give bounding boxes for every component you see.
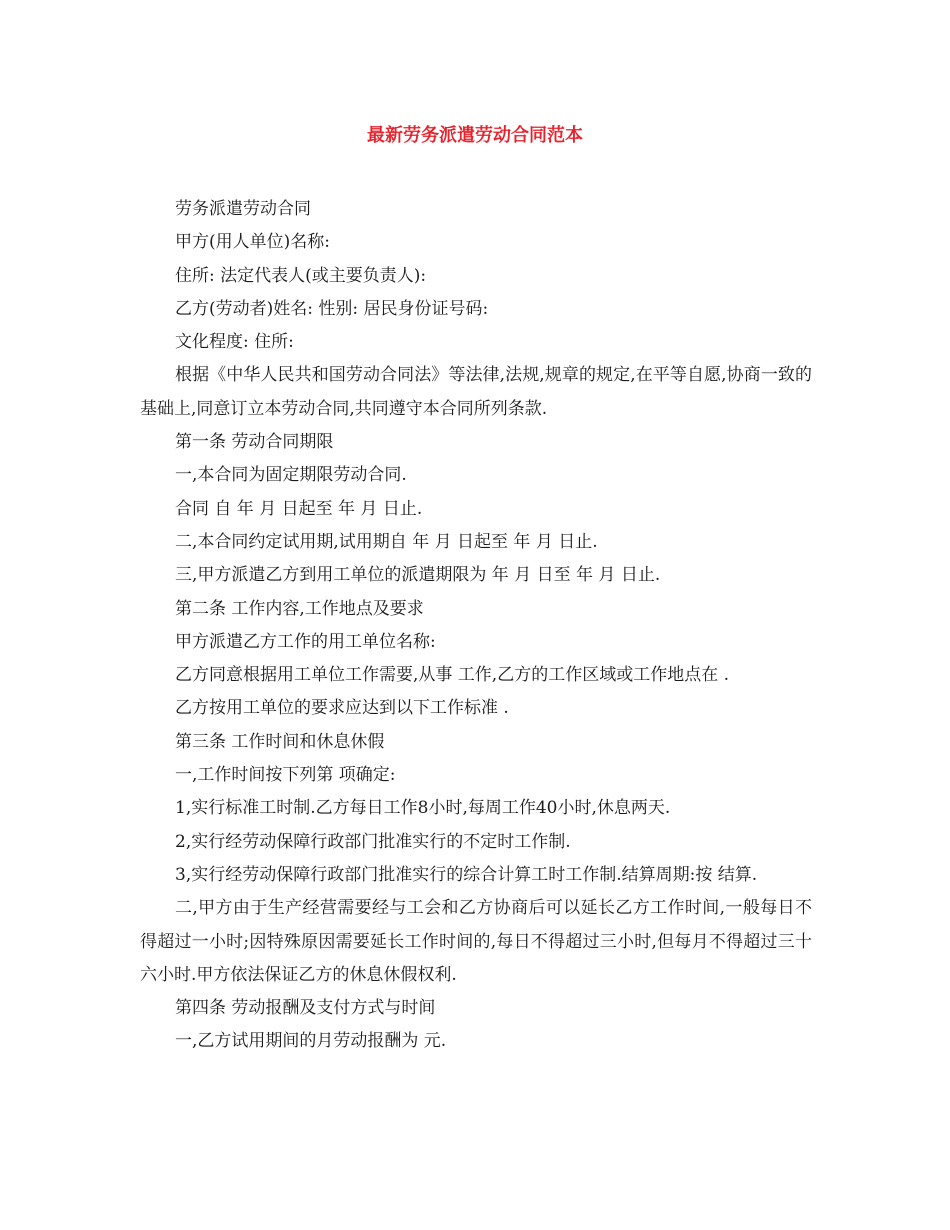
paragraph: 住所: 法定代表人(或主要负责人): (175, 265, 427, 286)
paragraph: 乙方按用工单位的要求应达到以下工作标准 . (175, 698, 509, 719)
section-heading: 第三条 工作时间和休息休假 (175, 731, 385, 752)
paragraph: 三,甲方派遣乙方到用工单位的派遣期限为 年 月 日至 年 月 日止. (175, 565, 661, 586)
paragraph: 一,工作时间按下列第 项确定: (175, 765, 396, 786)
section-heading: 第四条 劳动报酬及支付方式与时间 (175, 998, 436, 1019)
paragraph: 二,甲方由于生产经营需要经与工会和乙方协商后可以延长乙方工作时间,一般每日不得超过一小时;因特殊原因需要延长工作时间的,每日不得超过三小时,但每月不得超过三十六小时.甲方依法保证乙方的休息休假权利. (140, 898, 812, 985)
paragraph: 劳务派遣劳动合同 (175, 199, 311, 219)
paragraph: 文化程度: 住所: (175, 332, 294, 353)
paragraph: 一,本合同为固定期限劳动合同. (175, 465, 407, 486)
paragraph: 1,实行标准工时制.乙方每日工作8小时,每周工作40小时,休息两天. (175, 798, 671, 819)
paragraph: 合同 自 年 月 日起至 年 月 日止. (175, 498, 423, 519)
paragraph: 甲方(用人单位)名称: (175, 232, 330, 253)
paragraph: 2,实行经劳动保障行政部门批准实行的不定时工作制. (175, 831, 571, 852)
paragraph: 甲方派遣乙方工作的用工单位名称: (175, 631, 436, 652)
paragraph: 一,乙方试用期间的月劳动报酬为 元. (175, 1031, 447, 1052)
section-heading: 第二条 工作内容,工作地点及要求 (175, 598, 424, 619)
paragraph: 3,实行经劳动保障行政部门批准实行的综合计算工时工作制.结算周期:按 结算. (175, 864, 758, 885)
paragraph: 二,本合同约定试用期,试用期自 年 月 日起至 年 月 日止. (175, 531, 598, 552)
document-title: 最新劳务派遣劳动合同范本 (367, 125, 583, 146)
paragraph: 乙方同意根据用工单位工作需要,从事 工作,乙方的工作区域或工作地点在 . (175, 665, 730, 686)
paragraph: 乙方(劳动者)姓名: 性别: 居民身份证号码: (175, 298, 489, 319)
paragraph: 根据《中华人民共和国劳动合同法》等法律,法规,规章的规定,在平等自愿,协商一致的基础上,同意订立本劳动合同,共同遵守本合同所列条款. (140, 365, 812, 419)
section-heading: 第一条 劳动合同期限 (175, 432, 334, 453)
document-body (140, 193, 812, 1059)
